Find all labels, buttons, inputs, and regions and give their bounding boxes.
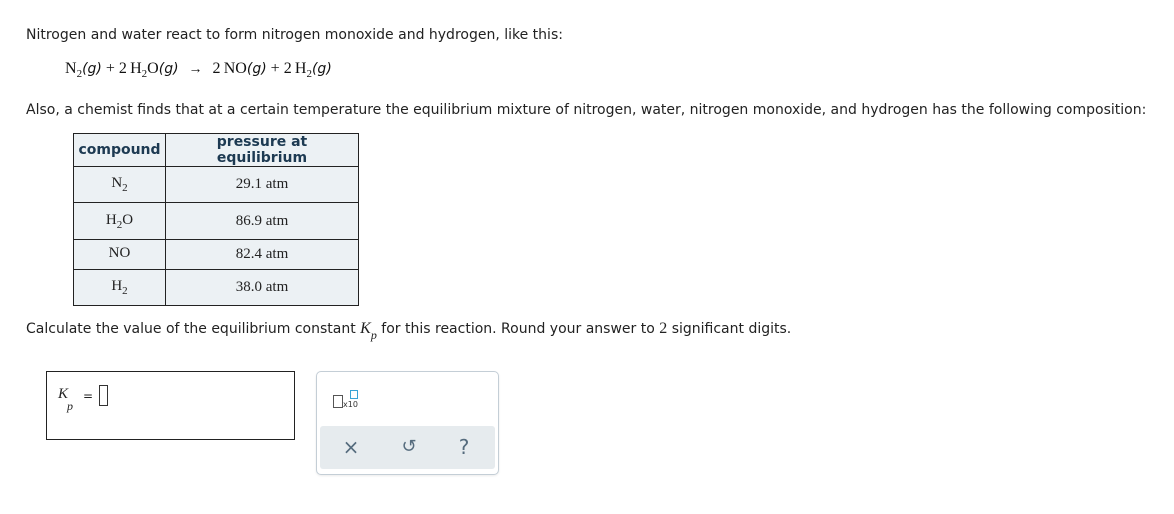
kp-subscript: p [67,399,73,413]
answer-input[interactable] [99,385,108,406]
composition-intro-text: Also, a chemist finds that at a certain temperature the equilibrium mixture of nitrogen, water, nitrogen monoxide, and hydrogen has the following composition: [26,102,1147,118]
x10-label: x10 [343,400,358,409]
compound-cell: NO [74,240,166,270]
instruction-text: Calculate the value of the equilibrium constant Kp for this reaction. Round your answer to 2 significant digits. [26,320,792,342]
undo-button[interactable] [397,435,421,459]
help-button[interactable] [452,435,476,459]
compound-cell: $H_2$ [74,270,166,306]
exponent-box-icon [350,390,358,399]
intro-text: Nitrogen and water react to form nitrogen monoxide and hydrogen, like this: [26,27,563,43]
reaction-arrow-icon: → [188,62,203,77]
scientific-notation-button[interactable] [333,392,373,414]
n2-formula: N [65,60,77,77]
close-icon: × [342,435,360,459]
table-row [74,240,359,270]
table-row [74,270,359,306]
header-compound: compound [74,134,166,167]
table-row [74,167,359,203]
clear-button[interactable] [339,435,363,459]
undo-icon: ↺ [401,436,417,457]
mantissa-box-icon [333,395,343,408]
table-row [74,203,359,240]
equilibrium-table [73,133,359,306]
pressure-cell: 29.1 atm [166,167,359,203]
answer-box [46,371,295,440]
compound-cell: $N_2$ [74,167,166,203]
chemical-equation: $N_2(g) + 2$ $H_2O(g) \to 2$ NO(g) + 2 $H_2(g)$ [65,60,332,81]
equals-sign: = [83,389,94,403]
action-toolbar [320,426,495,469]
pressure-cell: 38.0 atm [166,270,359,306]
help-icon: ? [458,435,470,459]
kp-symbol: K [58,386,69,402]
math-tool-panel [316,371,499,475]
pressure-cell: 86.9 atm [166,203,359,240]
pressure-cell: 82.4 atm [166,240,359,270]
table-header-row [74,134,359,167]
compound-cell: $H_2O$ [74,203,166,240]
header-pressure: pressure at equilibrium [166,134,359,167]
